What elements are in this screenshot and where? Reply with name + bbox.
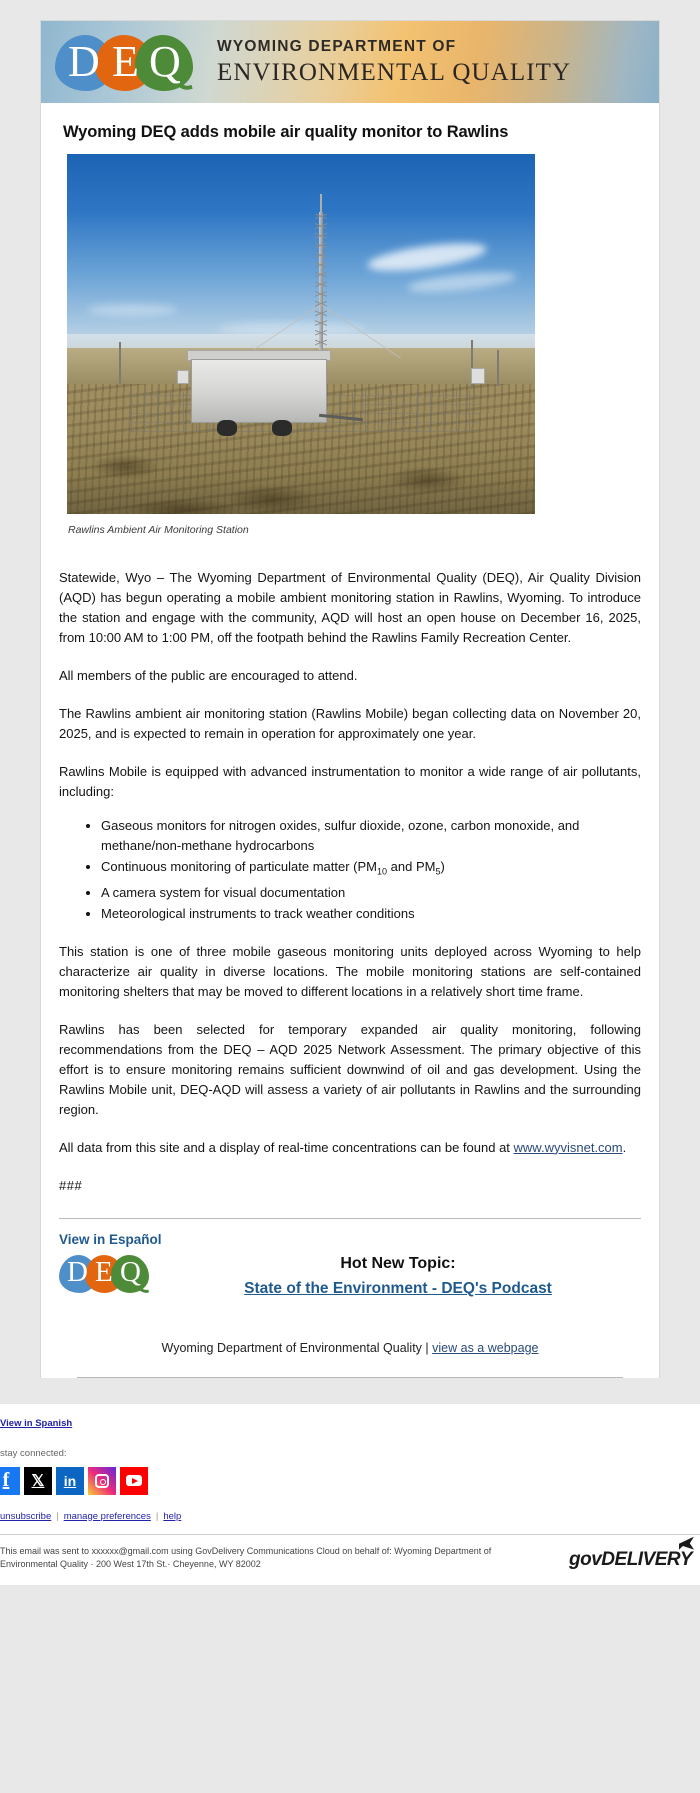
social-links	[0, 1467, 700, 1495]
list-item: • Meteorological instruments to track weather conditions	[101, 904, 641, 924]
facebook-glyph: f	[2, 1469, 10, 1492]
logo-letter-e: E	[112, 37, 139, 86]
page-title: Wyoming DEQ adds mobile air quality monitor to Rawlins	[63, 123, 509, 141]
photo-utility-pole	[119, 342, 121, 384]
photo-instrument-box	[177, 370, 189, 384]
list-item: • A camera system for visual documentation	[101, 883, 641, 903]
twitter-x-icon[interactable]	[24, 1467, 52, 1495]
end-marker: ###	[59, 1177, 83, 1193]
pm-middle: and PM	[387, 859, 436, 874]
wyvisnet-link[interactable]: www.wyvisnet.com	[513, 1139, 623, 1155]
view-in-spanish-link[interactable]: View in Spanish	[0, 1417, 73, 1429]
footer-separator: |	[425, 1340, 429, 1355]
instagram-glyph	[95, 1474, 109, 1488]
paragraph: Rawlins Mobile is equipped with advanced instrumentation to monitor a wide range of air pollutants, including:	[59, 764, 641, 799]
final-paragraph-prefix: All data from this site and a display of real-time concentrations can be found at	[59, 1139, 514, 1155]
linkedin-glyph: in	[63, 1472, 77, 1489]
help-link[interactable]: help	[163, 1510, 182, 1522]
photo-trailer	[191, 359, 327, 423]
pm-suffix: )	[440, 859, 445, 874]
paragraph-with-link	[59, 1138, 641, 1158]
linkedin-icon[interactable]	[56, 1467, 84, 1495]
paragraph: This station is one of three mobile gaseous monitoring units deployed across Wyoming to help characterize air quality in diverse locations. The mobile monitoring stations are self-contained monitoring shelters that may be moved to different locations in a relatively short time frame.	[59, 943, 641, 999]
divider-bottom	[77, 1377, 623, 1378]
banner-line-one: WYOMING DEPARTMENT OF	[217, 37, 457, 55]
podcast-link[interactable]: State of the Environment - DEQ's Podcast	[244, 1279, 552, 1297]
unsubscribe-link[interactable]: unsubscribe	[0, 1510, 52, 1522]
banner-line-two: ENVIRONMENTAL QUALITY	[217, 58, 572, 86]
govdelivery-footer	[0, 1404, 700, 1585]
photo-caption: Rawlins Ambient Air Monitoring Station	[68, 524, 249, 536]
logo-letter-q: Q	[149, 37, 181, 86]
photo-cloud	[87, 304, 177, 316]
logo-letter-d: D	[68, 37, 100, 86]
view-in-espanol-link[interactable]: View in Español	[59, 1231, 162, 1247]
manage-preferences-link[interactable]: manage preferences	[63, 1510, 151, 1522]
photo-grass-tuft	[227, 484, 317, 514]
pm-prefix: Continuous monitoring of particulate matter (PM	[101, 859, 378, 874]
instagram-icon[interactable]	[88, 1467, 116, 1495]
view-as-webpage-link[interactable]: view as a webpage	[432, 1340, 539, 1355]
youtube-icon[interactable]	[120, 1467, 148, 1495]
youtube-glyph	[126, 1475, 142, 1486]
list-item: • Gaseous monitors for nitrogen oxides, sulfur dioxide, ozone, carbon monoxide, and methane/non-methane hydrocarbons	[101, 816, 641, 856]
govdelivery-logo	[569, 1549, 692, 1571]
deq-logo-small	[59, 1253, 155, 1303]
photo-trailer-wheel	[272, 420, 292, 436]
paragraph: Statewide, Wyo – The Wyoming Department of Environmental Quality (DEQ), Air Quality Division (AQD) has begun operating a mobile ambient monitoring station in Rawlins, Wyoming. To introduce the station and engage with the community, AQD will host an open house on December 16, 2025, from 10:00 AM to 1:00 PM, off the footpath behind the Rawlins Family Recreation Center.	[59, 570, 641, 645]
paragraph: Rawlins has been selected for temporary expanded air quality monitoring, following recommendations from the DEQ – AQD 2025 Network Assessment. The primary objective of this effort is to ensure monitoring remains sufficient downwind of oil and gas development. Using the Rawlins Mobile unit, DEQ-AQD will assess a variety of air pollutants in Rawlins and the surrounding region.	[59, 1021, 641, 1117]
article-photo-wrapper	[67, 154, 535, 536]
footer-divider	[0, 1534, 700, 1535]
facebook-icon[interactable]	[0, 1467, 20, 1495]
photo-instrument-box	[471, 368, 485, 384]
photo-tower-lattice	[315, 214, 327, 360]
photo-tower-tip	[320, 194, 322, 214]
promo-title: Hot New Topic:	[340, 1254, 456, 1272]
photo-grass-tuft	[387, 466, 467, 494]
govdelivery-wordmark: govDELIVERY	[569, 1548, 692, 1570]
twitter-x-glyph: 𝕏	[31, 1472, 45, 1490]
email-footer-line	[59, 1341, 641, 1355]
prefs-separator: |	[155, 1510, 159, 1522]
email-banner	[41, 21, 659, 103]
final-paragraph-suffix: .	[622, 1139, 627, 1155]
footer-preferences	[0, 1511, 700, 1522]
article-header	[41, 103, 659, 546]
list-item-particulate	[101, 857, 641, 882]
banner-text	[217, 38, 571, 87]
footer-org-name: Wyoming Department of Environmental Quality	[161, 1340, 422, 1355]
article-photo	[67, 154, 535, 514]
photo-utility-pole	[497, 350, 499, 386]
promo-section	[41, 1219, 659, 1378]
email-sent-notice: This email was sent to xxxxxx@gmail.com using GovDelivery Communications Cloud on behalf of: Wyoming Department of Environmental Quality · 200 West 17th St.· Cheyenne, WY 82002	[0, 1545, 492, 1569]
paragraph: All members of the public are encouraged to attend.	[59, 668, 358, 683]
pm10-subscript: 10	[377, 866, 388, 877]
article-body	[41, 568, 659, 1196]
promo-text	[155, 1251, 641, 1298]
stay-connected-label: stay connected:	[0, 1447, 67, 1459]
logo-letter-q: Q	[120, 1255, 141, 1288]
pollutant-list	[59, 816, 641, 924]
footer-bottom-row	[0, 1545, 700, 1585]
paragraph: The Rawlins ambient air monitoring station (Rawlins Mobile) began collecting data on November 20, 2025, and is expected to remain in operation for approximately one year.	[59, 706, 641, 741]
email-card	[40, 20, 660, 1378]
logo-letter-d: D	[67, 1255, 88, 1288]
photo-grass-tuft	[91, 454, 161, 480]
logo-letter-e: E	[95, 1255, 113, 1288]
photo-grass-tuft	[127, 498, 237, 514]
deq-logo	[55, 31, 201, 93]
prefs-separator: |	[56, 1510, 59, 1522]
photo-trailer-wheel	[217, 420, 237, 436]
pm5-subscript: 5	[435, 866, 441, 877]
